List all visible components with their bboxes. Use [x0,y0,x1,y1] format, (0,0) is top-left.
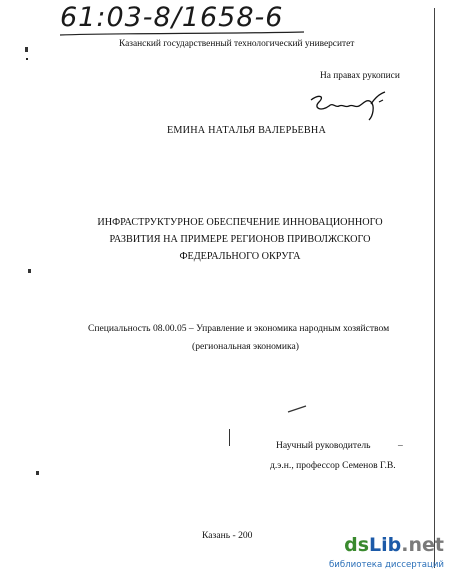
title-line: ИНФРАСТРУКТУРНОЕ ОБЕСПЕЧЕНИЕ ИННОВАЦИОННОГО [97,217,383,228]
handwritten-catalog-number: 61:03-8/1658-6 [60,2,284,33]
advisor-dash: – [398,440,403,451]
dslib-subtitle: библиотека диссертаций [328,560,444,570]
dissertation-title [70,214,410,265]
scan-dot [25,47,28,52]
pen-vertical-mark [229,429,230,446]
scan-dot [36,471,39,475]
pen-mark [286,404,310,414]
manuscript-rights-label: На правах рукописи [320,71,400,81]
university-name: Казанский государственный технологический университет [119,39,355,49]
dslib-watermark [322,532,448,580]
title-line: ФЕДЕРАЛЬНОГО ОКРУГА [179,251,301,262]
specialty-line: Специальность 08.00.05 – Управление и экономика народным хозяйством [88,323,390,334]
handwritten-signature [305,86,395,126]
title-line: РАЗВИТИЯ НА ПРИМЕРЕ РЕГИОНОВ ПРИВОЛЖСКОГО [109,234,371,245]
author-name: ЕМИНА НАТАЛЬЯ ВАЛЕРЬЕВНА [167,125,327,136]
city-year: Казань - 200 [202,530,253,541]
advisor-name: д.э.н., профессор Семенов Г.В. [270,460,396,471]
handwritten-underline [58,30,308,38]
left-scan-edge [26,58,28,60]
advisor-label: Научный руководитель [276,440,371,451]
scan-dot [28,269,31,273]
right-scan-edge [434,8,435,568]
dslib-logo: dsLib.net [344,534,444,556]
specialty-subtitle: (региональная экономика) [192,341,299,352]
